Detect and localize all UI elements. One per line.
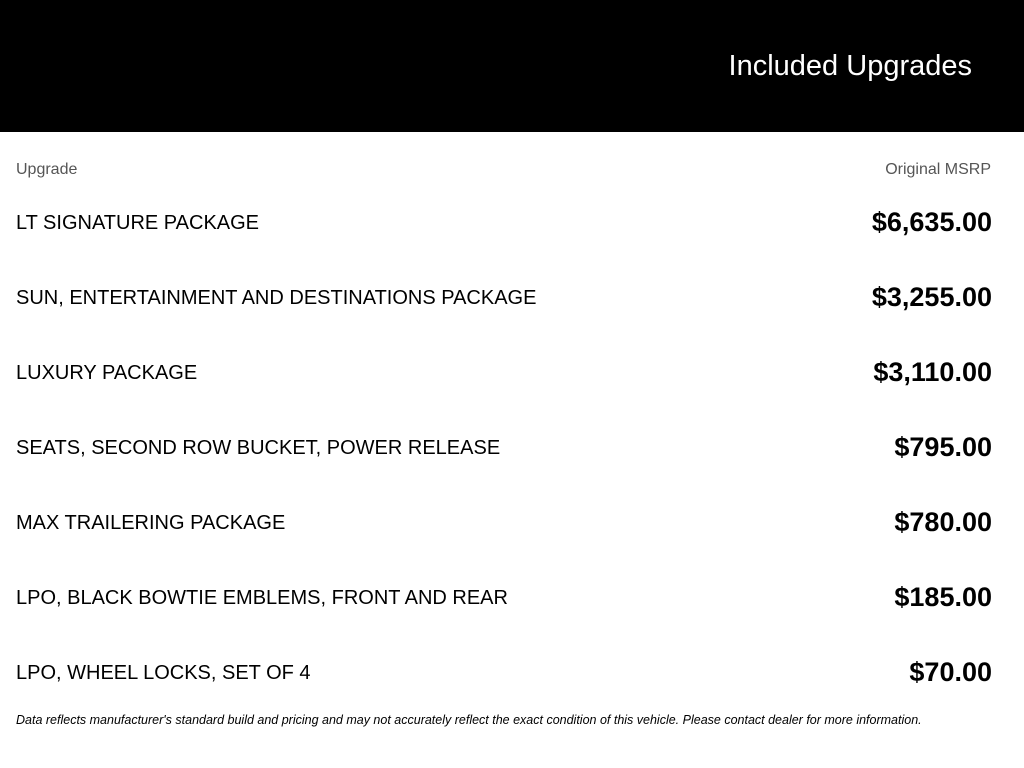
upgrade-row	[16, 485, 992, 560]
upgrade-name: SUN, ENTERTAINMENT AND DESTINATIONS PACKAGE	[16, 287, 537, 309]
upgrade-price: $185.00	[894, 582, 992, 612]
upgrade-row	[16, 185, 992, 260]
upgrade-row	[16, 410, 992, 485]
upgrade-price: $70.00	[909, 657, 992, 687]
upgrade-name: LPO, BLACK BOWTIE EMBLEMS, FRONT AND REAR	[16, 587, 508, 609]
column-header-upgrade: Upgrade	[16, 161, 78, 178]
upgrade-price: $3,255.00	[871, 282, 992, 312]
upgrade-name: SEATS, SECOND ROW BUCKET, POWER RELEASE	[16, 437, 501, 459]
upgrade-price: $780.00	[894, 507, 992, 537]
upgrade-price: $3,110.00	[873, 357, 992, 387]
upgrade-name: MAX TRAILERING PACKAGE	[16, 512, 286, 534]
disclaimer-text: Data reflects manufacturer's standard build and pricing and may not accurately reflect the exact condition of this vehicle. Please contact dealer for more information.	[16, 713, 922, 727]
upgrade-row	[16, 260, 992, 335]
upgrade-name: LT SIGNATURE PACKAGE	[16, 212, 260, 234]
upgrade-name: LUXURY PACKAGE	[16, 362, 198, 384]
upgrade-price: $6,635.00	[871, 207, 992, 237]
upgrade-list	[16, 185, 992, 710]
column-header-msrp: Original MSRP	[885, 161, 991, 178]
upgrade-row	[16, 560, 992, 635]
upgrade-price: $795.00	[894, 432, 992, 462]
upgrade-row	[16, 635, 992, 710]
page-title: Included Upgrades	[728, 50, 972, 82]
upgrade-row	[16, 335, 992, 410]
column-headers	[16, 160, 991, 180]
upgrade-name: LPO, WHEEL LOCKS, SET OF 4	[16, 662, 311, 684]
header-bar	[0, 0, 1024, 132]
